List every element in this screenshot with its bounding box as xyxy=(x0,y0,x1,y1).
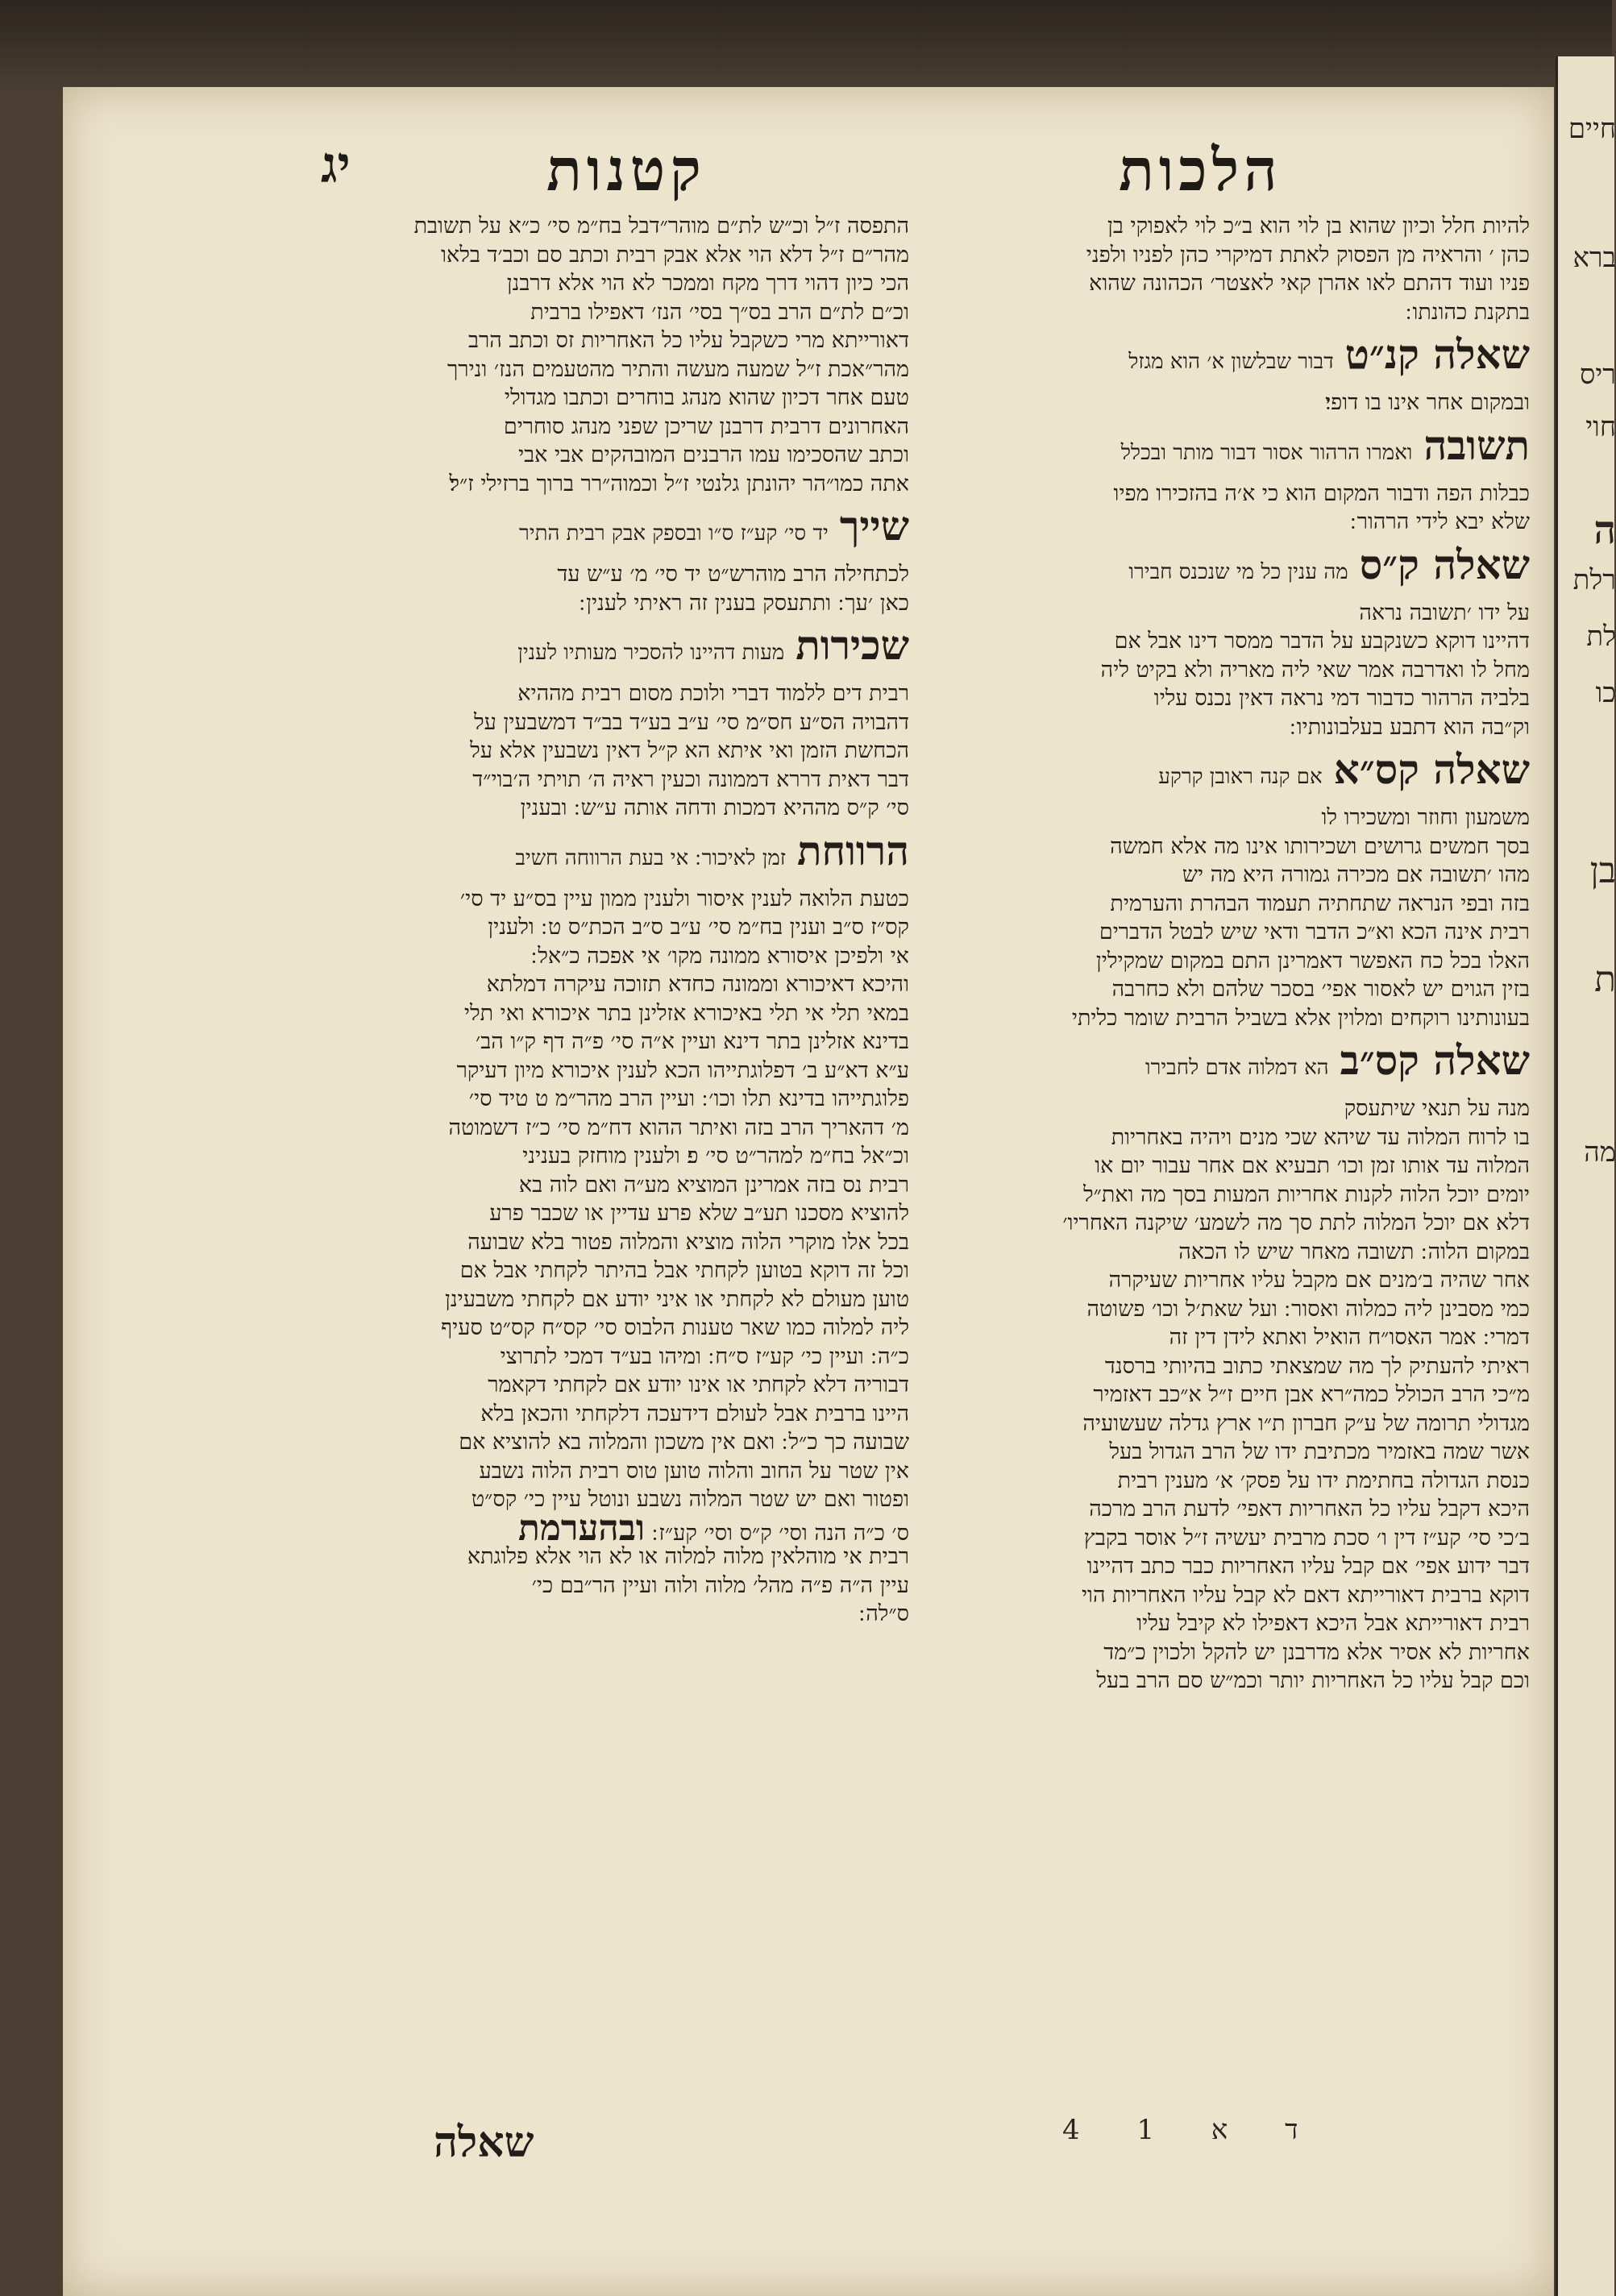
heading-continuation: דבור שבלשון א׳ הוא מגזל xyxy=(1128,350,1334,374)
text-line: דבר ידוע אפי׳ אם קבל עליו האחריות כבר כתב דהיינו xyxy=(1086,1554,1530,1579)
text-line: אשר שמה באזמיר מכתיבת ידו של הרב הגדול בעל xyxy=(1109,1439,1530,1464)
adjacent-page-fragment: ת xyxy=(1594,959,1616,1000)
section-heading xyxy=(901,330,1530,387)
text-line: בזין הגוים יש לאסור אפי׳ בסכר שלהם ולא כחרבה xyxy=(1111,977,1530,1002)
text-line: במקום הלוה ׃ תשובה מאחר שיש לו הכאה xyxy=(1178,1239,1530,1264)
heading-continuation: ואמרו הרהור אסור דבור מותר ובכלל xyxy=(1120,440,1413,465)
text-line: במאי תלי אי תלי באיכורא אזלינן בתר איכורא ואי תלי xyxy=(463,1000,909,1026)
text-line: היינו ברבית אבל לעולם דידעכה דלקחתי והכאן בלא xyxy=(480,1401,909,1426)
text-line: ב׳כי סי׳ קע״ז דין ו׳ סכת מרבית יעשיה ז״ל אוסר בקבץ xyxy=(1083,1525,1530,1551)
text-line: ס״לה ׃ xyxy=(858,1601,909,1626)
text-line: הכחשת הזמן ואי איתא הא ק״ל דאין נשבעין אלא על xyxy=(470,738,909,763)
text-line: כאן ׳עך ׃ ותתעסק בענין זה ראיתי לענין ׃ xyxy=(579,590,909,616)
adjacent-page-fragment: לת xyxy=(1586,621,1616,653)
adjacent-page-fragment: ריס xyxy=(1580,359,1616,391)
running-head xyxy=(63,119,1554,208)
text-line: מנה על תנאי שיתעסק xyxy=(1344,1096,1530,1121)
heading-continuation: מעות דהיינו להסכיר מעותיו לענין xyxy=(517,641,785,665)
text-line: ליה למלוה כמו שאר טענות הלבוס סי׳ קס״ח קס״ט סעיף xyxy=(441,1315,909,1340)
text-line: קס״ז ס״ב וענין בח״מ סי׳ ע״ב ס״ב הכת״ס ט ׃ ולענין xyxy=(488,915,909,940)
text-line: בזה ובפי הנראה שתחתיה תעמוד הבהרת והערמית xyxy=(1110,891,1530,916)
adjacent-page-fragment: ברא xyxy=(1572,242,1616,274)
text-line: רבית אי מוהלאין מלוה למלוה או לא הוי אלא פלוגתא xyxy=(467,1544,909,1569)
book-page xyxy=(63,87,1554,2296)
scan-background xyxy=(0,0,1612,97)
heading-continuation: מה ענין כל מי שנכנס חבירו xyxy=(1128,559,1348,584)
text-line: אחר שהיה ב׳מנים אם מקבל עליו אחריות שעיקרה xyxy=(1108,1268,1530,1293)
text-line: ראיתי להעתיק לך מה שמצאתי כתוב בהיותי ברסנד xyxy=(1104,1353,1530,1379)
heading-title: תשובה xyxy=(1423,421,1530,469)
heading-title: שאלה קס״א xyxy=(1333,745,1530,793)
text-line: בעונותינו רוקחים ומלוין אלא בשביל הרבית שומר כליתי xyxy=(1071,1005,1530,1031)
text-line: וכ״ם לת״ם הרב בס״ך בסי׳ הנז׳ דאפילו ברבית xyxy=(530,299,909,325)
section-heading xyxy=(901,421,1530,478)
heading-title: שאלה קס״ב xyxy=(1340,1036,1530,1084)
running-title-left: קטנות xyxy=(546,135,706,204)
text-line: וכל זה דוקא בטוען לקחתי אבל בהיתר לקחתי אבל אם xyxy=(459,1258,909,1283)
text-line: מ׳ דהאריך הרב בזה ואיתר ההוא דח״מ סי׳ כ״ז דשמוטה xyxy=(448,1115,909,1140)
text-line: רבית אינה הכא וא״כ הדבר ודאי שיש לבטל הדברים xyxy=(1099,920,1530,945)
text-line: וכ״אל בח״מ למהר״ט סי׳ פ׃ ולענין מוחזק בעניני xyxy=(522,1144,909,1169)
text-line: לכתחילה הרב מוהרש״ט יד סי׳ מ׳ ע״ש עד xyxy=(557,562,909,587)
heading-title: שאלה ק״ס xyxy=(1359,540,1530,588)
text-line: ע״א דא״ע ב׳ דפלוגתייהו הכא לענין איכורא מיון דעיקר xyxy=(456,1057,909,1083)
text-line: התפסה ז״ל וכ״ש לת״ם מוהר״דבל בח״מ סי׳ כ״א על תשובת xyxy=(413,214,909,239)
text-line: דאורייתא מרי כשקבל עליו כל האחריות זס וכתב הרב xyxy=(467,328,909,353)
text-line: יומים יוכל הלוה לקנות אחריות המעות בסך מה ואת״ל xyxy=(1083,1181,1530,1207)
text-line: היכא דקבל עליו כל האחריות דאפי׳ לדעת הרב מרכה xyxy=(1089,1497,1530,1522)
text-line: טוען מעולם לא לקחתי או איני יודע אם לקחתי משבעינן xyxy=(444,1286,909,1312)
text-line: אין שטר על החוב והלוה טוען טוס רבית הלוה נשבע xyxy=(479,1458,909,1484)
text-column-left xyxy=(297,212,909,1629)
inline-heading xyxy=(297,621,909,678)
adjacent-page-fragment: חוי xyxy=(1585,411,1616,443)
text-line: כמי מסבינן ליה כמלוה ואסור ׃ ועל שאת׳ל וכו׳ פשוטה xyxy=(1086,1296,1530,1322)
section-heading xyxy=(901,745,1530,802)
text-line: סי׳ ק״ס מההיא דמכות ודחה אותה ע״ש ׃ ובענין xyxy=(520,795,909,820)
text-line: רבית דים ללמוד דברי ולוכת מסום רבית מההיא xyxy=(517,681,909,706)
adjacent-page-fragment: חיים xyxy=(1568,113,1616,145)
text-line: בו לרוח המלוה עד שיהא שכי מנים ויהיה באחריות xyxy=(1111,1124,1530,1150)
text-line: והיכא דאיכורא וממונה כחדא תזוכה עיקרה דמלתא xyxy=(486,972,909,997)
text-line: וכם קבל עליו כל האחריות יותר וכמ״ש סם הרב בעל xyxy=(1096,1668,1530,1693)
text-line: אתה כמו״הר יהונתן גלנטי ז״ל וכמוה״רר ברוך ברזילי ז״ל׃ xyxy=(449,471,909,496)
text-line: פניו ועוד דהתם לאו אהרן קאי לאצטר׳ הכהונה שהוא xyxy=(1089,271,1530,296)
text-fragment: ס׳ כ״ה הנה וסי׳ ק״ס וסי׳ קע״ז ׃ xyxy=(651,1520,909,1546)
text-line: עיין ה״ה פ״ה מהל׳ מלוה ולוה ועיין הר״בם כי׳ xyxy=(531,1572,909,1598)
adjacent-page-edge xyxy=(1556,56,1614,2296)
section-heading xyxy=(901,1036,1530,1093)
text-line: בסך חמשים גרושים ושכירותו אינו מה אלא חמשה xyxy=(1110,833,1530,859)
text-line: המלוה עד אותו זמן וכו׳ תבעיא אם אחר עבור יום או xyxy=(1095,1153,1530,1178)
heading-continuation: אם קנה ראובן קרקע xyxy=(1158,765,1323,789)
heading-title: שכירות xyxy=(796,621,909,669)
heading-continuation: זמן לאיכור ׃ אי בעת הרווחה חשיב xyxy=(515,845,786,870)
text-line: דבר דאית דררא דממונה וכעין ראיה ה׳ תויתי ה׳בוי״ד xyxy=(472,766,909,792)
adjacent-page-fragment: כו xyxy=(1595,677,1616,709)
text-line: דבוריה דלא לקחתי או אינו יודע אם לקחתי דקאמר xyxy=(488,1372,909,1397)
text-line: להיות חלל וכיון שהוא בן לוי הוא ב״כ לוי לאפוקי בן xyxy=(1107,214,1530,239)
text-line: האחרונים דרבית דרבנן שריכן שפני מנהג סוחרים xyxy=(503,413,909,439)
text-line: בדינא אזלינן בתר דינא ועיין א״ה סי׳ פ״ה דף ק״ו הב׳ xyxy=(476,1029,909,1054)
running-title-right: הלכות xyxy=(1119,135,1282,204)
text-line: בלביה הרהור כדבור דמי נראה דאין נכנס עליו xyxy=(1153,686,1530,711)
text-line: ופטור ואם יש שטר המלוה נשבע ונוטל עיין כי׳ קס״ט xyxy=(471,1487,909,1512)
inline-heading xyxy=(297,501,909,558)
text-line: פלוגתייהו בדינא תלו וכו׳ ׃ ועיין הרב מהר״מ ט טיד סי׳ xyxy=(468,1086,909,1111)
text-line: בכל אלו מוקרי הלוה מוציא והמלוה פטור בלא שבועה xyxy=(467,1229,909,1255)
adjacent-page-fragment: בן xyxy=(1589,850,1616,891)
text-line: מהר״ם ז״ל דלא הוי אלא אבק רבית וכתב סם וכב׳ד בלאו xyxy=(441,242,909,268)
text-line: להוציא מסכנו תע״ב שלא פרע עדיין או שכבר פרע xyxy=(489,1201,909,1226)
text-line: הכי כיון דהוי דרך מקח וממכר לא הוי אלא דרבנן xyxy=(506,271,909,296)
signature-mark: ד א 1 4 xyxy=(1062,2114,1323,2146)
text-line: שלא יבא לידי הרהור ׃ xyxy=(1350,509,1530,534)
text-line: מגדולי תרומה של ע״ק חברון ת״ו ארץ גדלה שעשועיה xyxy=(1082,1410,1530,1436)
text-line: מהר״אכת ז״ל שמעה מעשה והתיר מהטעמים הנז׳ ונירך xyxy=(447,356,909,382)
text-line: על ידו ׳תשובה נראה xyxy=(1359,600,1530,625)
text-line xyxy=(297,1507,909,1549)
inline-heading xyxy=(297,826,909,883)
heading-title: שייך xyxy=(839,502,909,550)
text-line: מחל לו ואדרבה אמר שאי ליה מאריה ולא בקיט ליה xyxy=(1100,657,1530,683)
text-line: האלו בכל כח האפשר דאמרינן התם במקום שמקילין xyxy=(1095,948,1530,974)
text-line: מהו ׳תשובה אם מכירה גמורה היא מה יש xyxy=(1182,862,1530,887)
heading-continuation: הא דמלוה אדם לחבירו xyxy=(1144,1056,1329,1080)
catchword: שאלה xyxy=(434,2118,534,2167)
adjacent-page-fragment: מה xyxy=(1584,1136,1616,1169)
adjacent-page-fragment: רלת xyxy=(1572,564,1616,596)
text-line: כנסת הגדולה בחתימת ידו על פסק׳ א׳ מענין רבית xyxy=(1117,1468,1530,1493)
text-line: דוקא ברבית דאורייתא דאם לא קבל עליו האחריות הוי xyxy=(1081,1582,1530,1608)
heading-title: הרווחת xyxy=(797,826,909,874)
text-line: ובמקום אחר אינו בו דופי׃ xyxy=(1325,390,1530,415)
page-number: יג xyxy=(321,135,351,194)
text-column-right xyxy=(901,212,1530,1696)
text-line: רבית נס בזה אמרינן המוציא מע״ה ואם לוה בא xyxy=(518,1172,909,1198)
text-line: טעם אחר דכיון שהוא מנהג בוחרים וכתבו מגדולי xyxy=(504,385,909,410)
text-line: שבועה כך כ״ל ׃ ואם אין משכון והמלוה בא להוציא אם xyxy=(459,1430,909,1455)
section-heading xyxy=(901,540,1530,597)
text-line: מ״כי הרב הכולל כמה״רא אבן חיים ז״ל א״כב דאזמיר xyxy=(1093,1382,1530,1407)
text-line: אחריות לא אסיר אלא מדרבנן יש להקל ולכוין כ״מד xyxy=(1103,1639,1530,1665)
text-line: אי ולפיכן איסורא ממונה מקו׳ אי אפכה כ״אל ׃ xyxy=(530,943,909,969)
text-line: בתקנת כהונתו ׃ xyxy=(1405,299,1530,325)
text-line: דהיינו דוקא כשנקבע על הדבר ממסר דינו אבל אם xyxy=(1114,629,1530,654)
adjacent-page-fragment: ה xyxy=(1593,508,1616,553)
text-line: רבית דאורייתא אבל היכא דאפילו לא קיבל עליו xyxy=(1136,1611,1530,1636)
heading-continuation: יד סי׳ קע״ז ס״ו ובספק אבק רבית התיר xyxy=(519,521,829,546)
text-line: דלא אם יוכל המלוה לתת סך מה לשמע׳ שיקנה האחריו׳ xyxy=(1062,1210,1530,1235)
text-line: משמעון וחוזר ומשכירו לו xyxy=(1321,805,1530,830)
text-line: וכתב שהסכימו עמו הרבנים המובהקים אבי אבי xyxy=(518,442,909,467)
text-line: דהבויה הס״ע חס״מ סי׳ ע״ב בע״ד בב״ד דמשבעין על xyxy=(473,709,909,735)
heading-title: שאלה קנ״ט xyxy=(1344,330,1530,378)
text-line: כהן ׳ והראיה מן הפסוק לאתת דמיקרי כהן לפניו ולפני xyxy=(1086,242,1530,268)
text-line: כטעת הלואה לענין איסור ולענין ממון עיין בס״ע יד סי׳ xyxy=(459,886,909,911)
text-line: כ״ה ׃ ועיין כי׳ קע״ז ס״ח ׃ ומיהו בע״ד דמכי לתרוצי xyxy=(500,1343,909,1369)
inline-heading: ובהערמת xyxy=(517,1507,646,1549)
text-line: וק״בה הוא דתבע בעלבונותיו ׃ xyxy=(1290,714,1530,740)
text-line: דמרי ׃ אמר האסו״ח הואיל ואתא לידן דין זה xyxy=(1169,1325,1530,1350)
text-line: כבלות הפה ודבור המקום הוא כי א׳ה בהזכירו מפיו xyxy=(1113,480,1530,506)
